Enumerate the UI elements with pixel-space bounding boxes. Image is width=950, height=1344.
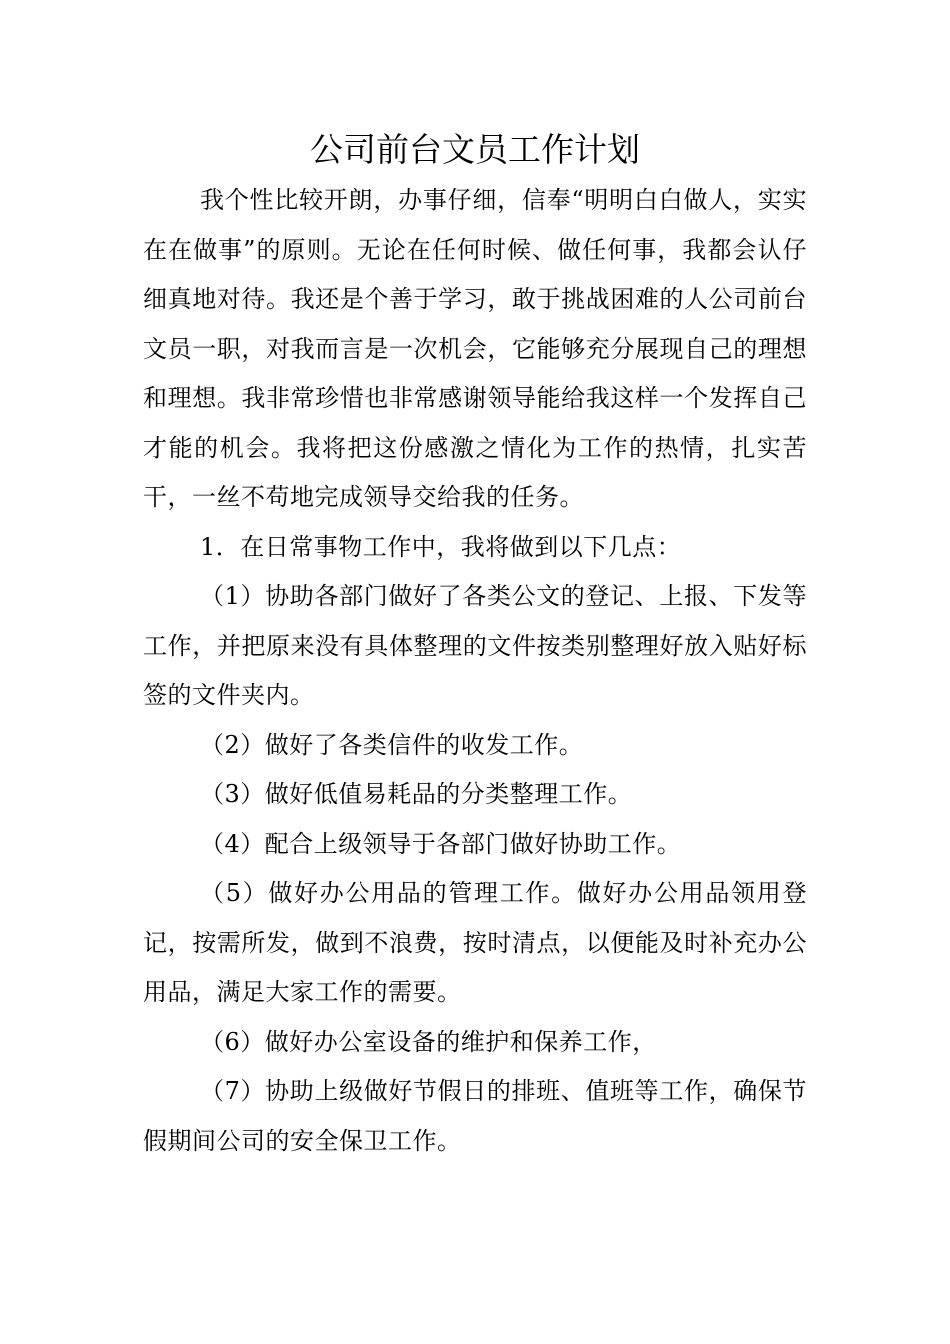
paragraph-item-5: （5）做好办公用品的管理工作。做好办公用品领用登记，按需所发，做到不浪费，按时清点，以便能及时补充办公用品，满足大家工作的需要。 bbox=[143, 879, 807, 1006]
paragraph-item-1: （1）协助各部门做好了各类公文的登记、上报、下发等工作，并把原来没有具体整理的文件按类别整理好放入贴好标签的文件夹内。 bbox=[143, 582, 807, 709]
paragraph-item-6: （6）做好办公室设备的维护和保养工作， bbox=[200, 1027, 657, 1056]
paragraph-item-4: （4）配合上级领导于各部门做好协助工作。 bbox=[200, 829, 682, 858]
paragraph-item-2: （2）做好了各类信件的收发工作。 bbox=[200, 730, 584, 759]
paragraph-item-3: （3）做好低值易耗品的分类整理工作。 bbox=[200, 780, 633, 808]
paragraph-section-1-heading: 1．在日常事物工作中，我将做到以下几点： bbox=[200, 532, 682, 561]
document-body bbox=[143, 176, 807, 1166]
paragraph-intro: 我个性比较开朗，办事仔细，信奉“明明白白做人，实实在在做事”的原则。无论在任何时候、做任何事，我都会认仔细真地对待。我还是个善于学习，敢于挑战困难的人公司前台文员一职，对我而言是一次机会，它能够充分展现自己的理想和理想。我非常珍惜也非常感谢领导能给我这样一个发挥自己才能的机会。我将把这份感激之情化为工作的热情，扎实苦干，一丝不苟地完成领导交给我的任务。 bbox=[143, 186, 807, 511]
document-title: 公司前台文员工作计划 bbox=[310, 130, 640, 169]
paragraph-item-7: （7）协助上级做好节假日的排班、值班等工作，确保节假期间公司的安全保卫工作。 bbox=[143, 1077, 807, 1155]
